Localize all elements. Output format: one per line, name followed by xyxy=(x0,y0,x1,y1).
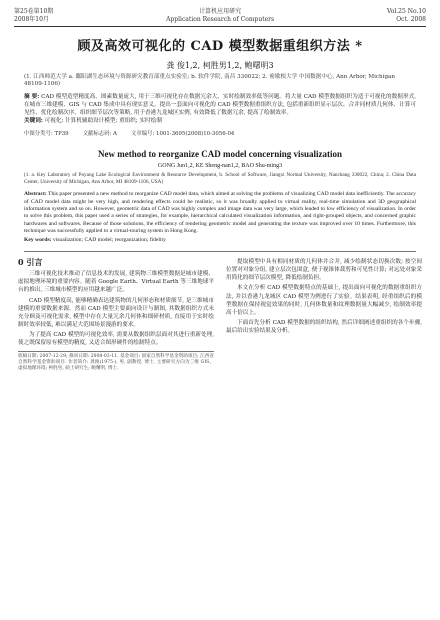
abstract-en-label: Abstract: xyxy=(24,191,47,198)
left-column xyxy=(18,258,214,372)
clc-number: 中图分类号: TP39 xyxy=(24,130,69,137)
volume-en: Vol.25 No.10 xyxy=(386,8,426,15)
header-left xyxy=(14,8,53,24)
date-cn: 2008年10月 xyxy=(14,16,49,23)
abstract-cn-label: 摘 要: xyxy=(24,94,40,101)
header-middle xyxy=(166,8,274,24)
right-column xyxy=(226,258,422,372)
header-rule xyxy=(14,26,426,27)
affiliation-en: (1. a. Key Laboratory of Poyang Lake Ecological Environment & Resource Development, b. School of Software, Jiangxi Normal University, Nanchang 330022, China; 2. China Data Center, University of Michigan, Ann Arbor, MI 48109-1106, USA) xyxy=(24,171,416,185)
keywords-cn xyxy=(24,118,416,126)
date-en: Oct. 2008 xyxy=(396,16,426,23)
journal-cn: 计算机应用研究 xyxy=(199,8,242,15)
running-header xyxy=(14,8,426,24)
article-number: 文章编号: 1001-3695(2008)10-3056-04 xyxy=(130,130,235,137)
section-title-intro: 0 引言 xyxy=(18,257,43,268)
authors-en: GONG Jun1,2, KE Sheng-nan1,2, BAO Shu-ming3 xyxy=(157,162,283,169)
document-code: 文献标志码: A xyxy=(82,130,117,137)
paragraph: 本文在分析 CAD 模型数据特点的基础上, 提出面向可视化的数据重组织方法, 并以香港九龙城区 CAD 模型为例进行了实验。结果表明, 经重组织后的模型数据在保持视觉效果的同时, 几何体数量和纹理数据量大幅减少, 绘制效率提高十倍以上。 xyxy=(226,285,422,316)
footnote: 收稿日期: 2007-12-29; 修回日期: 2008-03-11. 基金项目: 国家自然科学基金资助项目; 江西省自然科学基金资助项目. 作者简介: 龚俊(1975-), 男, 副教授, 博士, 主要研究方向为三维 GIS、虚拟地理环境; 柯胜男, 硕士研究生; 鲍曙明, 博士. xyxy=(18,351,214,372)
volume-cn: 第25卷第10期 xyxy=(14,8,54,15)
header-right xyxy=(387,8,426,24)
body-columns xyxy=(18,258,422,372)
authors-cn: 龚 俊1,2, 柯胜男1,2, 鲍曙明3 xyxy=(166,61,274,70)
paragraph: 提取模型中具有相同材质的几何体并合并, 减少绘制状态切换次数; 按空间位置对对象分组, 建立层次包围盒, 便于视锥体裁剪和可见性计算; 对远处对象采用简化的细节层次模型, 降低绘制负担。 xyxy=(226,259,422,282)
keywords-cn-label: 关键词: xyxy=(24,118,43,125)
abstract-cn xyxy=(24,94,416,117)
keywords-en-label: Key words: xyxy=(24,237,52,244)
paragraph: 为了提高 CAD 模型的可视化效率, 需要从数据组织层面对其进行重新处理, 使之既保留原有模型的精度, 又适合图形硬件的绘制特点。 xyxy=(18,331,214,346)
title-cn: 顾及高效可视化的 CAD 模型数据重组织方法 * xyxy=(77,39,363,54)
abstract-cn-text: CAD 模型造型精度高、图素数量庞大, 用于三维可视化存在数据冗余大、实时绘制效率低等问题。将大量 CAD 模型数据组织为适于可视化的数据形式, 在城市三维建模、GIS 与 CAD 集成中具有现实意义。提出一套面向可视化的 CAD 模型数据重组织方法, 包括重新组织显示层次、合并同材质几何体、计算可见性、优化绘制次序、组织细节层次等策略, 用于香港九龙城区实例, 有效降低了数据冗余, 提高了绘制效率。 xyxy=(24,94,417,116)
affiliation-cn: (1. 江西师范大学 a. 鄱阳湖生态环境与资源研究教育部重点实验室; b. 软件学院, 南昌 330022; 2. 密歇根大学 中国数据中心, Ann Arbor, Michigan 48109-1106) xyxy=(24,74,395,88)
keywords-en-text: visualization; CAD model; reorganization; fidelity xyxy=(52,237,166,244)
title-en: New method to reorganize CAD model concerning visualization xyxy=(97,148,343,159)
paragraph: 下面首先分析 CAD 模型数据的组织结构, 然后详细阐述重组织的各个步骤, 最后给出实验结果及分析。 xyxy=(226,319,422,334)
keywords-en xyxy=(24,237,416,243)
paragraph: 三维可视化技术推动了信息技术的发展, 建筑物三维模型数据是城市建模、虚拟地理环境的重要内容。随着 Google Earth、Virtual Earth 等三维地球平台的推出, 三维城市模型的应用越来越广泛。 xyxy=(18,271,214,294)
abstract-en xyxy=(24,191,416,235)
classification-line xyxy=(24,129,416,137)
body-separator xyxy=(24,251,416,252)
abstract-en-text: This paper presented a new method to reorganize CAD model data, which aimed at solving the problems of visualizing CAD model data inefficiently. The accuracy of CAD model data might be very high, and rendering effects could be realistic, so it was broadly applied to virtual reality, real-time simulation and 3D geographical information system and so on. However, geometric data of CAD was highly complex and image data was very large, which leaded to low efficiency of visualization. In order to solve this problem, this paper used a series of strategies, for example, hierarchical calculated visualization information, and right-grouped objects, and concerned graphic hardwares and softwares. Because of those solutions, the efficiency of rendering geometric model and generating the texture was improved over 10 times. Furthermore, this technique was successfully applied to a virtual-touring system in Hong Kong. xyxy=(24,191,416,234)
paragraph: CAD 模型精度高, 能够精确表达建筑物的几何形态和材质细节, 是三维城市建模的重要数据来源。然而 CAD 模型主要面向设计与制图, 其数据组织方式未充分顾及可视化需求, 模型中存在大量冗余几何体和细碎材质, 直接用于实时绘制时效率较低, 难以满足大范围场景漫游的要求。 xyxy=(18,297,214,328)
journal-en: Application Research of Computers xyxy=(166,16,275,23)
keywords-cn-text: 可视化; 计算机辅助设计模型; 重组织; 实时绘制 xyxy=(44,118,162,125)
